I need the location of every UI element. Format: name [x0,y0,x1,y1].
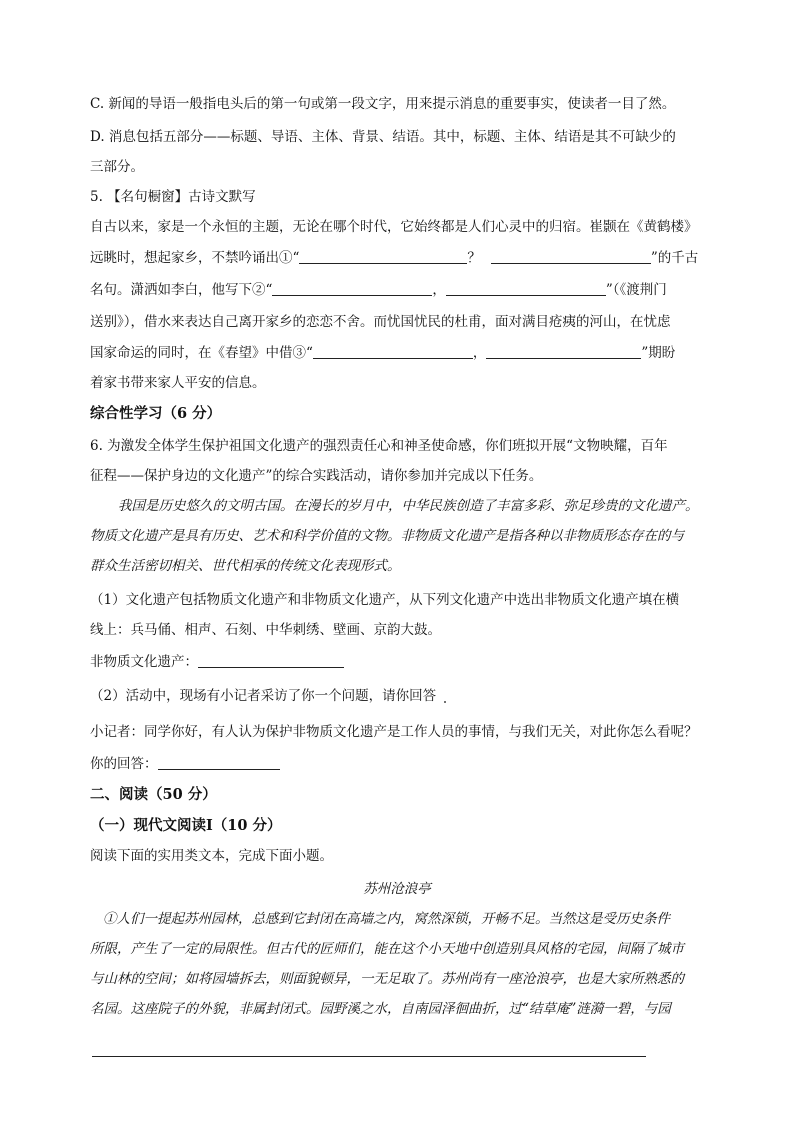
q5-line5-text: 国家命运的同时，在《春望》中借③“ [90,345,313,361]
q5-line5-end: ”期盼 [641,345,676,361]
q6-passage-line1: 我国是历史悠久的文明古国。在漫长的岁月中，中华民族创造了丰富多彩、弥足珍贵的文化遗产。 [118,498,699,514]
q6-line1: 6. 为激发全体学生保护祖国文化遗产的强烈责任心和神圣使命感，你们班拟开展“文物映耀，百年 [90,438,668,454]
blank-2a[interactable] [272,281,432,296]
blank-2b[interactable] [446,281,606,296]
q5-line5 [90,343,675,363]
q6-task1-line1: （1）文化遗产包括物质文化遗产和非物质文化遗产，从下列文化遗产中选出非物质文化遗产填在横 [90,592,680,608]
blank-3a[interactable] [313,344,473,359]
q5-line2 [90,248,698,268]
blank-1a[interactable] [299,249,467,264]
section-reading: 二、阅读（50 分） [90,786,217,803]
q6-task2 [90,686,436,706]
q4-option-c: C. 新闻的导语一般指电头后的第一句或第一段文字，用来提示消息的重要事实，使读者一目了然。 [90,96,676,112]
blank-nonmaterial-heritage[interactable] [198,653,344,668]
q5-heading: 5. 【名句橱窗】古诗文默写 [90,189,256,205]
article-line2: 所限，产生了一定的局限性。但古代的匠师们，能在这个小天地中创造别具风格的宅园，间隔了城市 [90,941,684,957]
article-line4: 名园。这座院子的外貌，非属封闭式。园野溪之水，自南园泽徊曲折，过“结草庵”涟漪一碧，与园 [90,1001,671,1017]
blank-3b[interactable] [486,344,641,359]
article-line1: ①人们一提起苏州园林，总感到它封闭在高墙之内，窝然深锁，开畅不足。当然这是受历史条件 [103,911,670,927]
q6-task1-line2: 线上：兵马俑、相声、石刻、中华刺绣、壁画、京韵大鼓。 [90,622,441,638]
footer-rule [92,1056,646,1057]
q5-line3 [90,280,667,300]
sub-reading: （一）现代文阅读Ⅰ（10 分） [90,817,282,834]
q5-line1: 自古以来，家是一个永恒的主题，无论在哪个时代，它始终都是人们心灵中的归宿。崔颢在《黄鹤楼》 [90,219,698,235]
section-comprehensive: 综合性学习（6 分） [90,405,222,422]
reading-instruction: 阅读下面的实用类文本，完成下面小题。 [90,848,333,864]
q5-question-mark: ？ [467,250,481,266]
blank-1b[interactable] [491,249,651,264]
q6-task2-answer-label: 你的回答： [90,756,158,772]
q6-task2-answer [90,754,280,774]
q6-line2: 征程——保护身边的文化遗产”的综合实践活动，请你参加并完成以下任务。 [90,468,543,484]
q5-line2-text: 远眺时，想起家乡，不禁吟诵出①“ [90,250,300,266]
q4-option-d-line2: 三部分。 [90,159,144,175]
q5-line3-text: 名句。潇洒如李白，他写下②“ [90,282,273,298]
q5-comma-2: ， [432,282,446,298]
q6-task1-answer-label: 非物质文化遗产： [90,654,198,670]
q6-task2-reporter: 小记者：同学你好，有人认为保护非物质文化遗产是工作人员的事情，与我们无关，对此你怎么看呢？ [90,724,698,740]
q6-passage-line2: 物质文化遗产是具有历史、艺术和科学价值的文物。非物质文化遗产是指各种以非物质形态存在的与 [90,528,684,544]
q5-line3-end: ”（《渡荆门 [605,282,667,298]
blank-your-answer[interactable] [158,755,280,770]
q4-option-d-line1: D. 消息包括五部分——标题、导语、主体、背景、结语。其中，标题、主体、结语是其不可缺少的 [90,129,676,145]
q5-line4: 送别》），借水来表达自己离开家乡的恋恋不舍。而忧国忧民的杜甫，面对满目疮痍的河山，在忧虑 [90,314,671,330]
q5-comma-3: ， [472,345,487,361]
q6-task1-answer [90,652,344,672]
q5-line2-end: ”的千古 [650,250,699,266]
period-mark [444,701,446,703]
q6-task2-text: （2）活动中，现场有小记者采访了你一个问题，请你回答 [90,688,437,704]
article-line3: 与山林的空间；如将园墙拆去，则面貌顿异，一无足取了。苏州尚有一座沧浪亭，也是大家所熟悉的 [90,971,684,987]
q6-passage-line3: 群众生活密切相关、世代相承的传统文化表现形式。 [90,558,401,574]
q5-line6: 着家书带来家人平安的信息。 [90,375,266,391]
article-title: 苏州沧浪亭 [363,881,431,897]
